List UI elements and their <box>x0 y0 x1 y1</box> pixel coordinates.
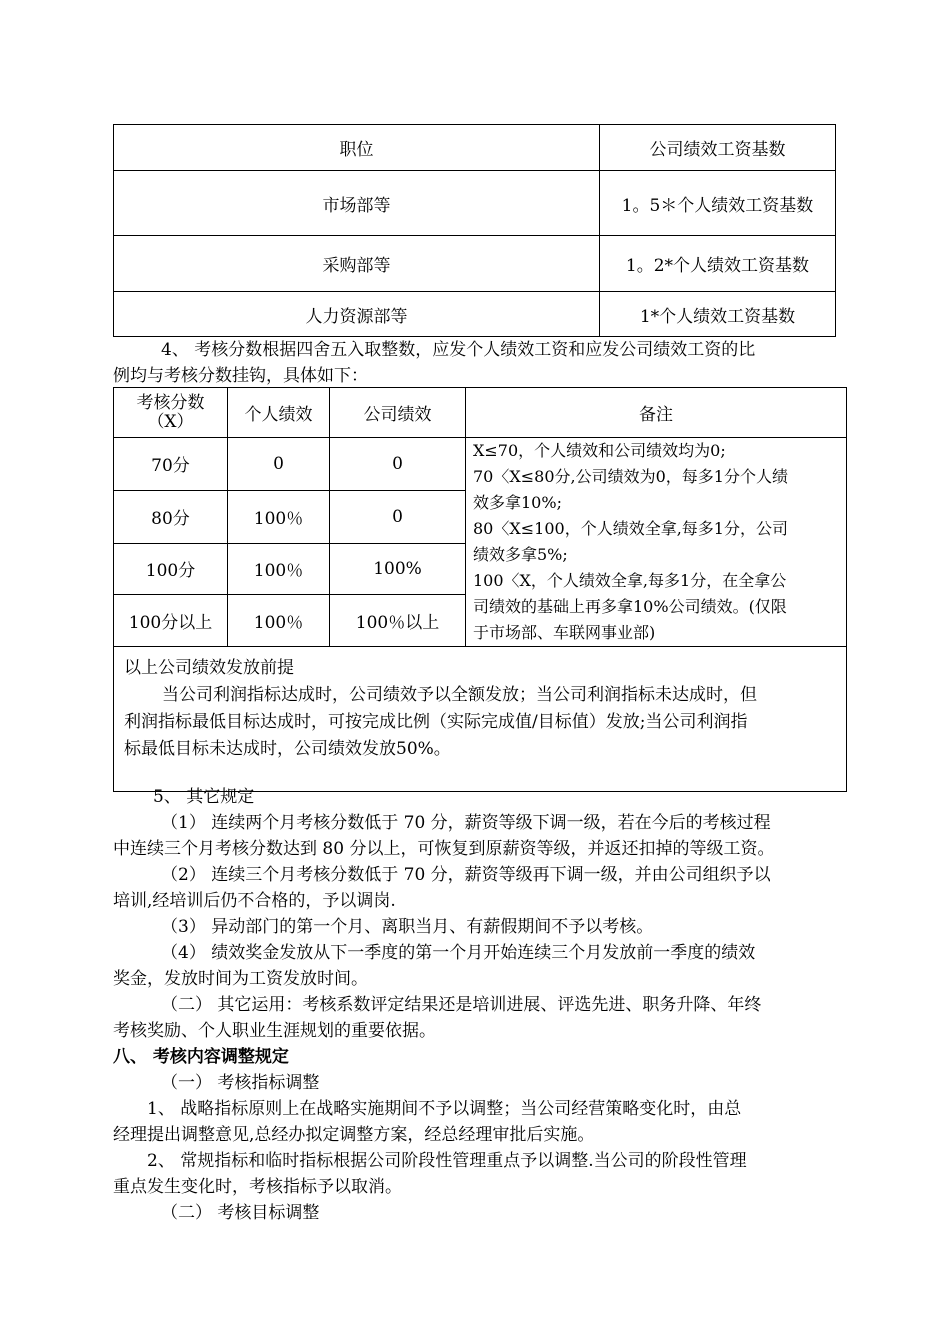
paragraph-line: （4） 绩效奖金发放从下一季度的第一个月开始连续三个月发放前一季度的绩效 <box>161 943 756 963</box>
header-score-line1: 考核分数 <box>136 392 205 413</box>
header-salary-base: 公司绩效工资基数 <box>600 125 836 171</box>
subsection-title: （二） 考核目标调整 <box>161 1203 320 1223</box>
header-note: 备注 <box>466 388 847 438</box>
premise-cell <box>114 647 847 792</box>
header-score-line2: （X） <box>147 411 194 432</box>
table-row <box>114 171 836 236</box>
table-row <box>114 438 847 491</box>
cell-score: 80分 <box>114 490 228 543</box>
cell-score: 70分 <box>114 438 228 491</box>
note-line: 于市场部、车联网事业部) <box>473 623 656 642</box>
paragraph-line: （1） 连续两个月考核分数低于 70 分，薪资等级下调一级，若在今后的考核过程 <box>161 813 771 833</box>
paragraph-line: 2、 常规指标和临时指标根据公司阶段性管理重点予以调整.当公司的阶段性管理 <box>147 1151 747 1171</box>
header-company: 公司绩效 <box>330 388 466 438</box>
cell-salary-base: 1。2*个人绩效工资基数 <box>600 236 836 292</box>
note-cell <box>466 438 847 647</box>
table-row <box>114 292 836 337</box>
cell-company: 0 <box>330 438 466 491</box>
section-8 <box>113 1044 837 1226</box>
premise-row <box>114 647 847 792</box>
cell-position: 人力资源部等 <box>114 292 600 337</box>
section-heading: 八、 考核内容调整规定 <box>113 1047 289 1067</box>
paragraph-line: 中连续三个月考核分数达到 80 分以上，可恢复到原薪资等级，并返还扣掉的等级工资。 <box>113 839 775 859</box>
score-performance-table <box>113 387 847 792</box>
cell-company: 0 <box>330 490 466 543</box>
cell-personal: 100％ <box>228 595 330 647</box>
cell-personal: 100％ <box>228 543 330 595</box>
header-score <box>114 388 228 438</box>
paragraph-line: 重点发生变化时，考核指标予以取消。 <box>113 1177 402 1197</box>
section-5 <box>113 784 837 1044</box>
paragraph-line: （3） 异动部门的第一个月、离职当月、有薪假期间不予以考核。 <box>161 917 654 937</box>
cell-salary-base: 1*个人绩效工资基数 <box>600 292 836 337</box>
cell-personal: 100％ <box>228 490 330 543</box>
premise-line: 标最低目标未达成时，公司绩效发放50%。 <box>124 739 451 759</box>
paragraph-line: 培训,经培训后仍不合格的，予以调岗. <box>113 891 396 911</box>
table-header-row <box>114 388 847 438</box>
subsection-title: （一） 考核指标调整 <box>161 1073 320 1093</box>
cell-company: 100％以上 <box>330 595 466 647</box>
note-line: 80〈X≤100，个人绩效全拿,每多1分，公司 <box>473 519 788 538</box>
header-position: 职位 <box>114 125 600 171</box>
paragraph-4 <box>113 337 837 389</box>
paragraph-line: 1、 战略指标原则上在战略实施期间不予以调整；当公司经营策略变化时，由总 <box>147 1099 742 1119</box>
cell-position: 采购部等 <box>114 236 600 292</box>
paragraph-line: 经理提出调整意见,总经办拟定调整方案，经总经理审批后实施。 <box>113 1125 595 1145</box>
note-line: 70〈X≤80分,公司绩效为0，每多1分个人绩 <box>473 467 788 486</box>
table-row <box>114 236 836 292</box>
note-line: 绩效多拿5%; <box>473 545 568 564</box>
cell-score: 100分 <box>114 543 228 595</box>
salary-base-table <box>113 124 836 337</box>
premise-line: 当公司利润指标达成时，公司绩效予以全额发放；当公司利润指标未达成时，但 <box>162 685 757 705</box>
note-line: X≤70，个人绩效和公司绩效均为0; <box>473 441 726 460</box>
cell-personal: 0 <box>228 438 330 491</box>
note-line: 效多拿10%; <box>473 493 562 512</box>
paragraph-line: 奖金，发放时间为工资发放时间。 <box>113 969 368 989</box>
cell-salary-base: 1。5＊个人绩效工资基数 <box>600 171 836 236</box>
paragraph-line: （2） 连续三个月考核分数低于 70 分，薪资等级再下调一级，并由公司组织予以 <box>161 865 771 885</box>
premise-title: 以上公司绩效发放前提 <box>124 658 294 678</box>
cell-score: 100分以上 <box>114 595 228 647</box>
paragraph-line: 4、 考核分数根据四舍五入取整数，应发个人绩效工资和应发公司绩效工资的比 <box>161 340 756 360</box>
paragraph-line: 考核奖励、个人职业生涯规划的重要依据。 <box>113 1021 436 1041</box>
cell-company: 100% <box>330 543 466 595</box>
table-header-row <box>114 125 836 171</box>
note-line: 100〈X，个人绩效全拿,每多1分，在全拿公 <box>473 571 787 590</box>
paragraph-line: 例均与考核分数挂钩，具体如下： <box>113 366 368 386</box>
note-line: 司绩效的基础上再多拿10%公司绩效。(仅限 <box>473 597 787 616</box>
premise-line: 利润指标最低目标达成时，可按完成比例（实际完成值/目标值）发放;当公司利润指 <box>124 712 748 732</box>
cell-position: 市场部等 <box>114 171 600 236</box>
header-personal: 个人绩效 <box>228 388 330 438</box>
section-title: 5、 其它规定 <box>153 787 255 807</box>
paragraph-line: （二） 其它运用：考核系数评定结果还是培训进展、评选先进、职务升降、年终 <box>161 995 762 1015</box>
